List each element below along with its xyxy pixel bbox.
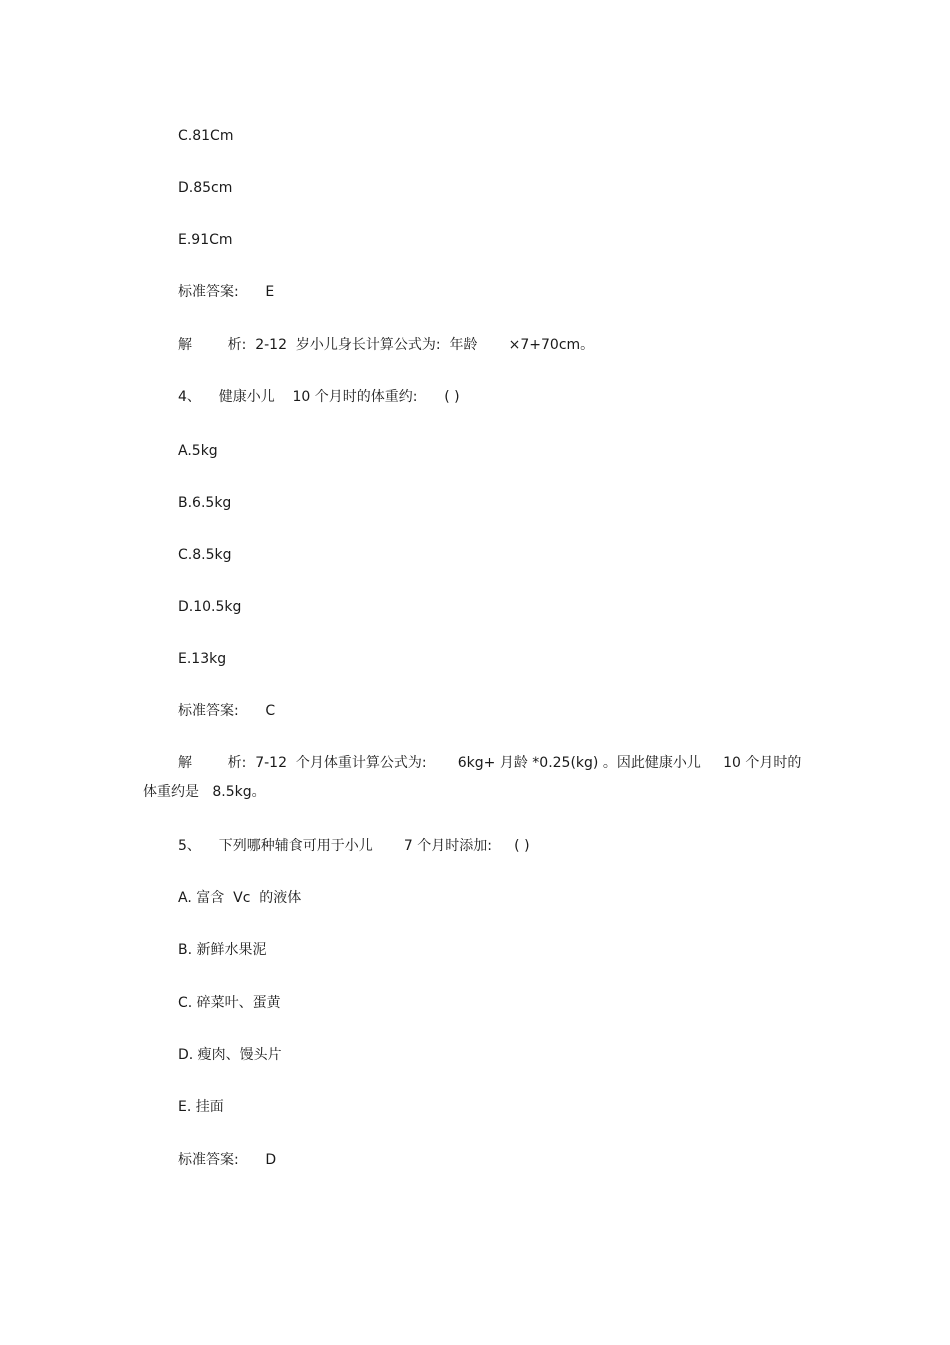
q3-analysis: 解 析: 2-12 岁小儿身长计算公式为: 年龄 ×7+70cm。	[178, 337, 595, 353]
q4-option-d: D.10.5kg	[178, 599, 242, 615]
q4-option-a: A.5kg	[178, 443, 218, 459]
q5-option-a: A. 富含 Vc 的液体	[178, 890, 302, 906]
q4-answer: 标准答案: C	[178, 703, 276, 719]
q3-option-c: C.81Cm	[178, 128, 234, 144]
q5-option-d: D. 瘦肉、馒头片	[178, 1047, 282, 1063]
q4-analysis-line2: 体重约是 8.5kg。	[143, 784, 266, 800]
q4-option-c: C.8.5kg	[178, 547, 232, 563]
q4-option-e: E.13kg	[178, 651, 227, 667]
q3-option-d: D.85cm	[178, 180, 233, 196]
q5-answer: 标准答案: D	[178, 1152, 277, 1168]
q5-question: 5、 下列哪种辅食可用于小儿 7 个月时添加: ( )	[178, 838, 530, 854]
q5-option-b: B. 新鲜水果泥	[178, 942, 267, 958]
q4-question: 4、 健康小儿 10 个月时的体重约: ( )	[178, 389, 460, 405]
q5-option-e: E. 挂面	[178, 1099, 224, 1115]
q5-option-c: C. 碎菜叶、蛋黄	[178, 995, 281, 1011]
q4-analysis	[143, 749, 823, 807]
q3-answer: 标准答案: E	[178, 284, 275, 300]
q4-analysis-line1: 解 析: 7-12 个月体重计算公式为: 6kg+ 月龄 *0.25(kg) 。因此健康小儿 10 个月时的	[178, 755, 802, 771]
q3-option-e: E.91Cm	[178, 232, 233, 248]
q4-option-b: B.6.5kg	[178, 495, 232, 511]
